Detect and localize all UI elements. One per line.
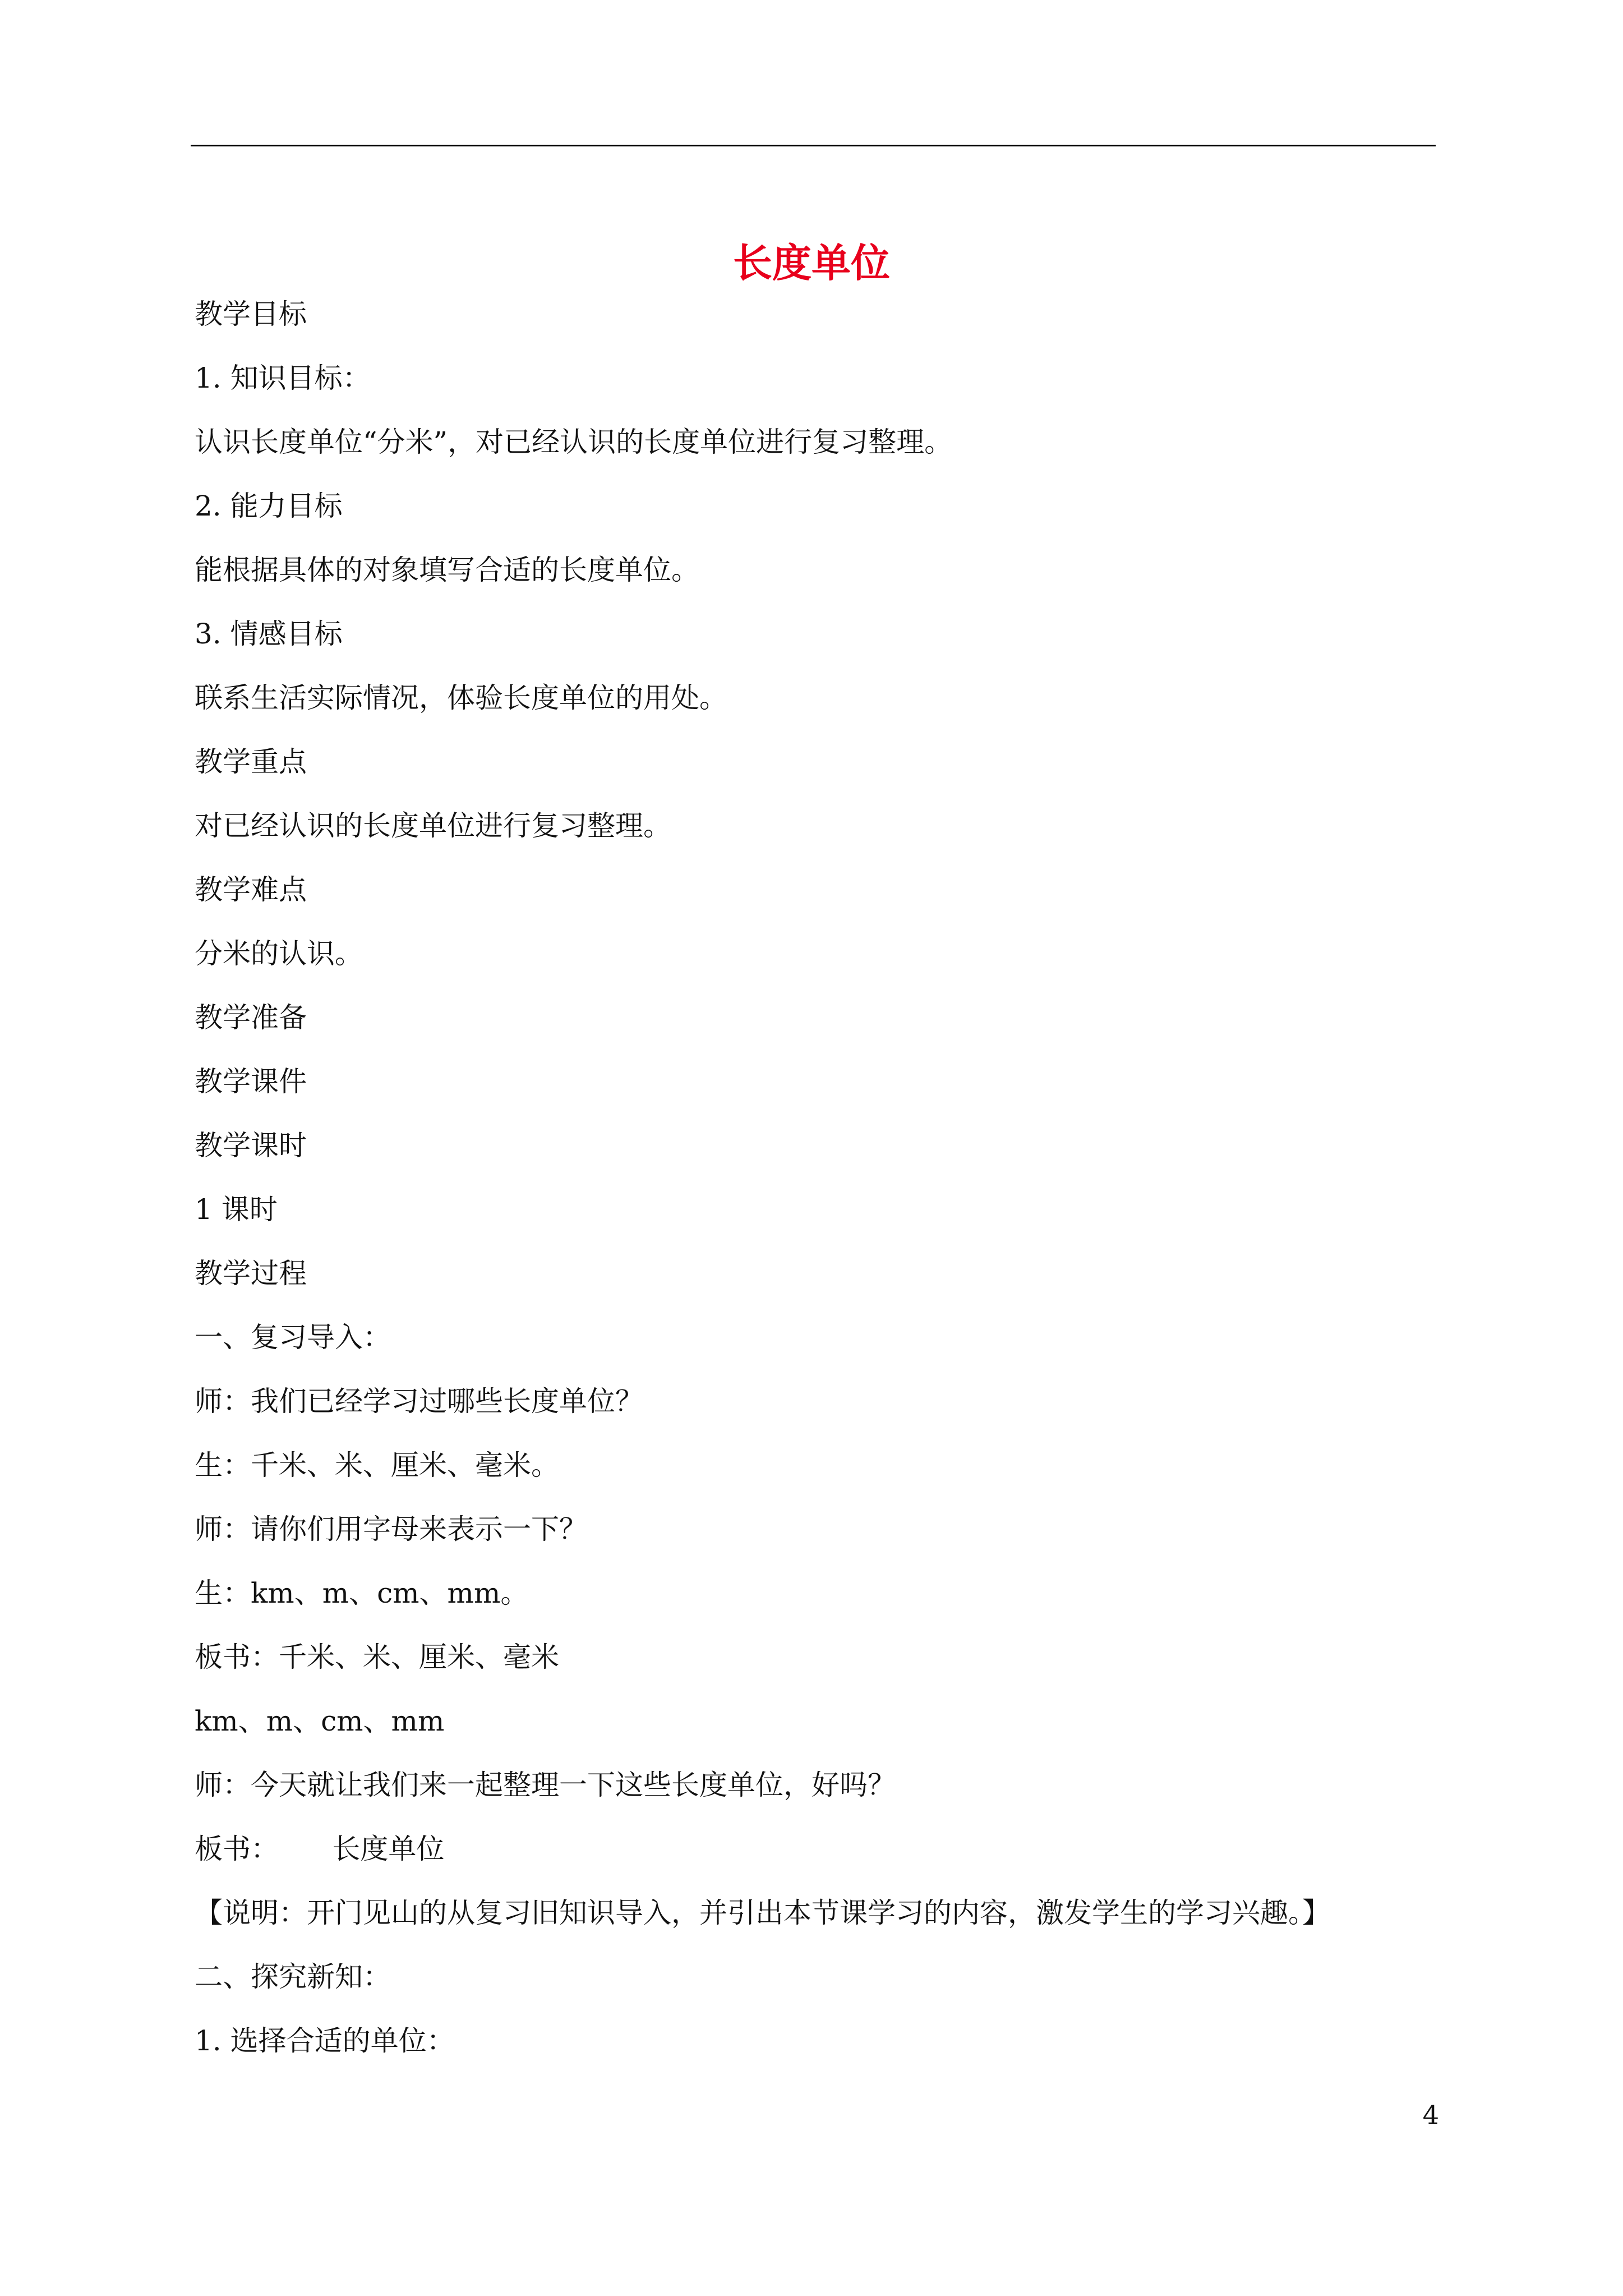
paragraph-line: 一、复习导入：	[195, 1321, 391, 1354]
paragraph-line: 教学准备	[195, 1001, 307, 1034]
paragraph-line: 教学课件	[195, 1065, 307, 1098]
paragraph-line: 联系生活实际情况，体验长度单位的用处。	[195, 682, 727, 714]
document-title: 长度单位	[733, 239, 890, 286]
paragraph-line: 【说明：开门见山的从复习旧知识导入，并引出本节课学习的内容，激发学生的学习兴趣。】	[195, 1897, 1330, 1929]
paragraph-line: 2. 能力目标	[195, 490, 343, 522]
paragraph-line: 二、探究新知：	[195, 1961, 391, 1993]
paragraph-line: 生：km、m、cm、mm。	[195, 1577, 529, 1609]
page-number: 4	[1422, 2100, 1439, 2130]
paragraph-line: 师：请你们用字母来表示一下？	[195, 1513, 587, 1545]
paragraph-line: 分米的认识。	[195, 937, 363, 970]
paragraph-line: km、m、cm、mm	[195, 1705, 445, 1737]
document-body	[195, 286, 1440, 2077]
paragraph-line: 板书：千米、米、厘米、毫米	[195, 1641, 559, 1673]
paragraph-line: 1 课时	[195, 1193, 278, 1226]
paragraph-line: 教学过程	[195, 1257, 307, 1290]
paragraph-line: 教学课时	[195, 1129, 307, 1162]
header-rule	[191, 145, 1436, 146]
paragraph-line: 板书： 长度单位	[195, 1833, 445, 1865]
paragraph-line: 师：今天就让我们来一起整理一下这些长度单位，好吗？	[195, 1769, 896, 1801]
paragraph-line: 1. 选择合适的单位：	[195, 2024, 455, 2057]
paragraph-line: 教学难点	[195, 873, 307, 906]
paragraph-line: 能根据具体的对象填写合适的长度单位。	[195, 554, 699, 586]
paragraph-line: 教学目标	[195, 298, 307, 330]
paragraph-line: 教学重点	[195, 746, 307, 778]
paragraph-line: 1. 知识目标：	[195, 362, 371, 394]
paragraph-line: 认识长度单位“分米”，对已经认识的长度单位进行复习整理。	[195, 426, 953, 458]
paragraph-line: 生：千米、米、厘米、毫米。	[195, 1449, 559, 1481]
paragraph-line: 师：我们已经学习过哪些长度单位？	[195, 1385, 643, 1418]
paragraph-line: 3. 情感目标	[195, 618, 343, 650]
paragraph-line: 对已经认识的长度单位进行复习整理。	[195, 809, 671, 842]
